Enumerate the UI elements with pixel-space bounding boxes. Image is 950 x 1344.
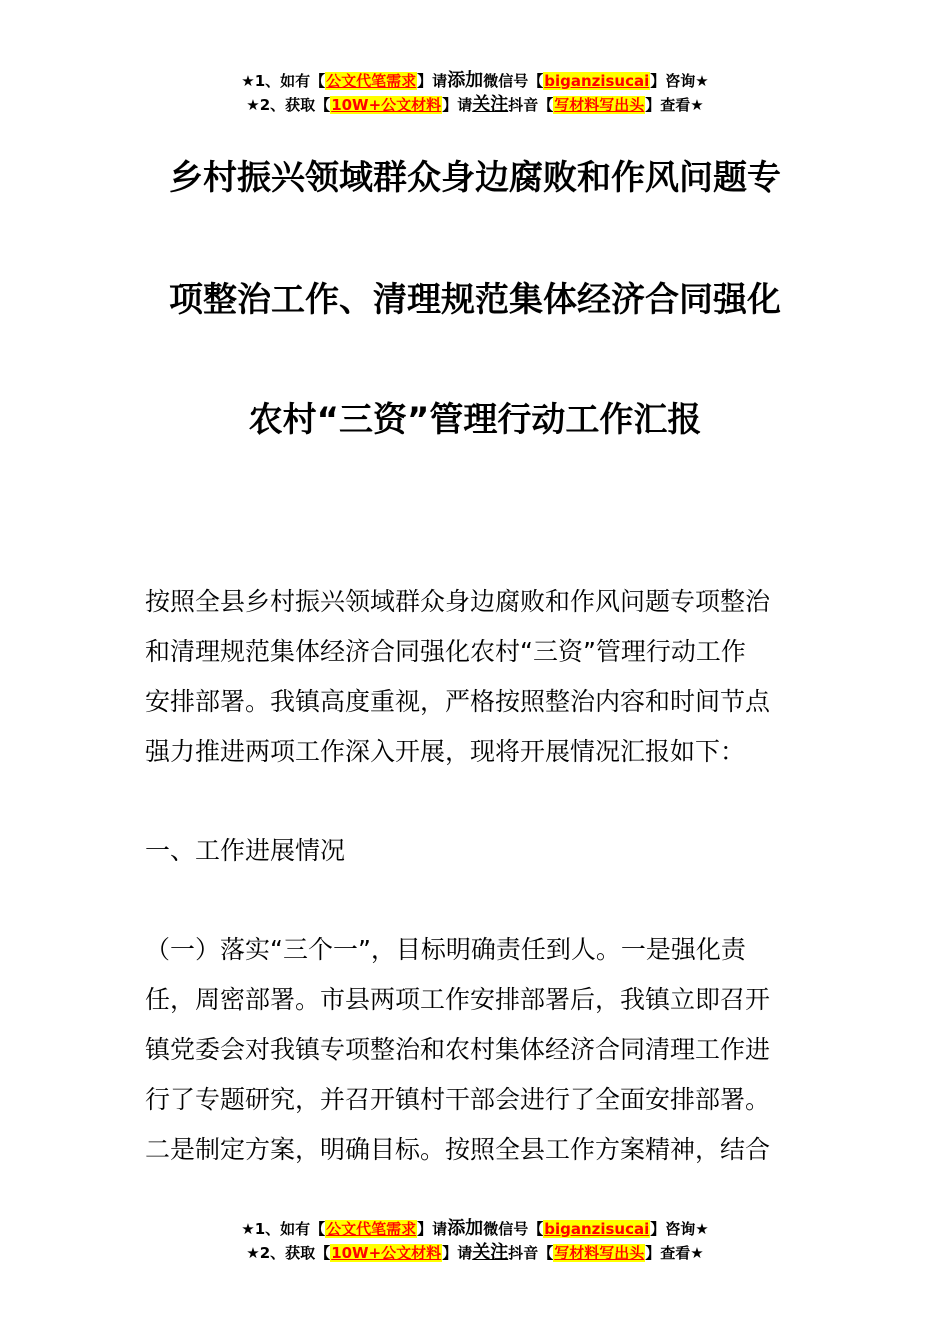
banner-emphasis: 关注 (472, 1242, 509, 1263)
banner-text: 抖音【 (508, 96, 554, 114)
banner-highlight: 写材料写出头 (554, 96, 645, 114)
banner-text: 】咨询★ (650, 1220, 709, 1238)
banner-text: 】请 (417, 72, 448, 90)
section-heading-text: 一、工作进展情况 (145, 836, 346, 865)
banner-highlight: 公文代笔需求 (326, 72, 417, 90)
banner-text: ★2、获取【 (246, 1244, 331, 1262)
banner-emphasis: 关注 (472, 94, 509, 115)
banner-text: 】请 (417, 1220, 448, 1238)
banner-text: 抖音【 (508, 1244, 554, 1262)
paragraph-line: 任，周密部署。市县两项工作安排部署后，我镇立即召开 (145, 985, 771, 1014)
paragraph-line: 强力推进两项工作深入开展，现将开展情况汇报如下： (145, 737, 746, 766)
banner-text: 】查看★ (645, 1244, 704, 1262)
banner-line-2 (0, 1241, 950, 1265)
document-title-line-2: 项整治工作、清理规范集体经济合同强化 (169, 280, 781, 320)
banner-highlight: 公文代笔需求 (326, 1220, 417, 1238)
banner-text: 微信号【 (483, 72, 544, 90)
banner-highlight: 写材料写出头 (554, 1244, 645, 1262)
banner-highlight: biganzisucai (544, 1220, 650, 1238)
banner-line-2 (0, 93, 950, 117)
banner-text: 】请 (442, 96, 473, 114)
banner-emphasis: 添加 (447, 1218, 484, 1239)
banner-text: ★2、获取【 (246, 96, 331, 114)
banner-highlight: 10W+公文材料 (331, 96, 442, 114)
banner-emphasis: 添加 (447, 70, 484, 91)
section-heading (145, 826, 810, 876)
paragraph-line: 行了专题研究，并召开镇村干部会进行了全面安排部署。 (145, 1085, 771, 1114)
banner-text: ★1、如有【 (241, 72, 326, 90)
paragraph-line: 二是制定方案，明确目标。按照全县工作方案精神，结合 (145, 1135, 771, 1164)
document-title-line-3: 农村“三资”管理行动工作汇报 (248, 400, 702, 440)
banner-text: ★1、如有【 (241, 1220, 326, 1238)
banner-highlight: biganzisucai (544, 72, 650, 90)
banner-line-1 (0, 1217, 950, 1241)
paragraph-line: 按照全县乡村振兴领域群众身边腐败和作风问题专项整治 (145, 587, 771, 616)
document-title-line-1: 乡村振兴领域群众身边腐败和作风问题专 (169, 158, 781, 198)
banner-text: 微信号【 (483, 1220, 544, 1238)
banner-line-1 (0, 69, 950, 93)
paragraph-line: 镇党委会对我镇专项整治和农村集体经济合同清理工作进 (145, 1035, 771, 1064)
banner-text: 】咨询★ (650, 72, 709, 90)
banner-text: 】请 (442, 1244, 473, 1262)
bottom-banner (0, 1217, 950, 1265)
paragraph-line: 和清理规范集体经济合同强化农村“三资”管理行动工作 (145, 637, 746, 666)
banner-text: 】查看★ (645, 96, 704, 114)
paragraph-line: 安排部署。我镇高度重视，严格按照整治内容和时间节点 (145, 687, 771, 716)
paragraph-line: （一）落实“三个一”，目标明确责任到人。一是强化责 (145, 935, 746, 964)
banner-highlight: 10W+公文材料 (331, 1244, 442, 1262)
top-banner (0, 69, 950, 117)
section-paragraph (145, 925, 810, 1175)
intro-paragraph (145, 577, 810, 777)
